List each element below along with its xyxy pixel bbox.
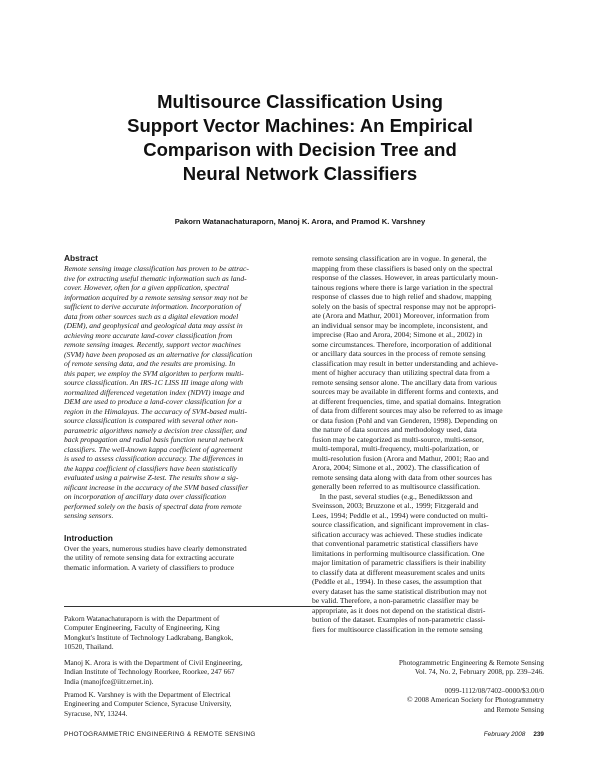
body-line: solely on the basis of spectral response may not be appropri- [312,301,496,311]
title-line: Comparison with Decision Tree and [143,139,457,160]
body-line: (Peddle et al., 1994). In these cases, the assumption that [312,577,482,586]
abstract-line: this paper, we employ the SVM algorithm to perform multi- [64,368,244,378]
abstract-line: source classification is compared with several other non- [64,416,238,425]
journal-line: Photogrammetric Engineering & Remote Sensing [398,658,544,667]
title-line: Support Vector Machines: An Empirical [127,115,473,136]
body-line: remote sensing data along with data from other sources has [312,472,492,482]
footnote-line: 10520, Thailand. [64,641,114,651]
page-number: 239 [533,731,544,738]
footnote-line: India (manojfce@iitr.ernet.in). [64,676,154,686]
author-list: Pakorn Watanachaturaporn, Manoj K. Arora, and Pramod K. Varshney [174,217,426,226]
abstract-line: is used to assess classification accuracy. The differences in [64,454,244,463]
abstract-line: on incorporation of ancillary data over classification [64,492,226,501]
body-line: classification may result in better understanding and achieve- [312,358,499,368]
abstract-line: sufficient to derive accurate information. Incorporation of [64,302,241,311]
abstract-line: information acquired by a remote sensing sensor may not be [64,292,248,302]
footnote-line: Pakorn Watanachaturaporn is with the Department of [64,614,220,623]
body-line: that conventional parametric statistical classifiers have [312,539,478,548]
journal-line: Vol. 74, No. 2, February 2008, pp. 239–246. [414,667,544,677]
running-footer-page [484,731,544,738]
body-line: an individual sensor may be incomplete, inconsistent, and [312,320,488,330]
body-line: sification accuracy was achieved. These studies indicate [312,529,483,539]
intro-line: the utility of remote sensing data for extracting accurate [64,553,234,562]
footnote-divider [64,606,352,607]
right-column [312,254,547,634]
abstract-line: sensing sensors. [64,511,114,520]
body-line: bution of the dataset. Examples of non-parametric classi- [312,615,486,624]
body-line: ate (Arora and Mathur, 2001) Moreover, information from [312,311,490,320]
abstract-body [64,264,354,521]
abstract-line: classifiers. The well-known kappa coefficient of agreement [64,444,243,454]
body-line: at different frequencies, time, and spatial domains. Integration [312,396,501,406]
abstract-line: performed solely on the basis of spectral data from remote [64,501,242,511]
abstract-line: DEM are used to produce a land-cover classification for a [64,397,242,406]
footnote-line: Indian Institute of Technology Roorkee, Roorkee, 247 667 [64,667,235,677]
body-line: to classify data at different measurement scales and units [312,567,485,577]
body-line: major limitation of parametric classifiers is their inability [312,558,486,567]
footnote-line: Manoj K. Arora is with the Department of Civil Engineering, [64,658,243,667]
body-line: mapping from these classifiers is based only on the spectral [312,263,493,273]
abstract-line: Remote sensing image classification has proven to be attrac- [64,264,249,273]
footnote-line: Engineering and Computer Science, Syracuse University, [64,699,232,709]
copyright-line: and Remote Sensing [484,704,544,714]
footer-date: February 2008 [483,731,526,738]
footnote-line: Computer Engineering, Faculty of Engineering, King [64,623,220,633]
abstract-line: source classification. An IRS-1C LISS III image along with [64,378,244,387]
body-line: multi-resolution fusion (Arora and Mathur, 2001; Rao and [312,453,489,463]
body-line: fiers for multisource classification in the remote sensing [312,624,483,634]
body-line: tainous regions where there is large variation in the spectral [312,282,493,292]
abstract-heading: Abstract [64,253,98,263]
title-line: Neural Network Classifiers [182,163,418,184]
copyright-line: © 2008 American Society for Photogrammetry [406,695,544,705]
abstract-line: (SVM) have been proposed as an alternative for classification [64,349,253,359]
abstract-line: achieving more accurate land-cover classification from [64,330,233,340]
body-line: imprecise (Rao and Arora, 2004; Simone et al., 2002) in [312,330,483,339]
copyright-line: 0099-1112/08/7402–0000/$3.00/0 [444,686,544,695]
abstract-line: normalized differenced vegetation index (NDVI) image and [64,387,245,397]
body-line: ment of higher accuracy than utilizing spectral data from a [312,368,490,377]
body-line: source classification, and significant improvement in clas- [312,520,489,529]
copyright-notice [304,686,544,714]
introduction-body [64,544,354,573]
left-column [64,253,354,572]
abstract-line: data from other sources such as a digital elevation model [64,311,239,321]
footnote-line: Pramod K. Varshney is with the Department of Electrical [64,690,231,699]
abstract-line: back propagation and radial basis function neural network [64,435,244,444]
abstract-line: region in the Himalayas. The accuracy of SVM-based multi- [64,406,247,416]
abstract-line: the kappa coefficient of classifiers have been statistically [64,463,238,473]
body-line: Arora, 2004; Simone et al., 2002). The classification of [312,463,480,472]
abstract-line: evaluated using a pairwise Z-test. The results show a sig- [64,473,239,482]
body-line: generally been referred to as multisource classification. [312,482,481,491]
body-line: multi-temporal, multi-frequency, multi-polarization, or [312,444,479,453]
footnote-line: Syracuse, NY, 13244. [64,708,128,718]
body-line: some circumstances. Therefore, incorporation of additional [312,339,492,349]
title-line: Multisource Classification Using [157,91,443,112]
footnote-line: Mongkut's Institute of Technology Ladkrabang, Bangkok, [64,632,234,642]
journal-citation [304,658,544,677]
abstract-line: nificant increase in the accuracy of the SVM based classifier [64,482,249,492]
body-line: appropriate, as it does not depend on the statistical distri- [312,605,486,615]
body-line: Lees, 1994; Peddle et al., 1994) were conducted on multi- [312,510,488,520]
affiliation-note-1 [64,614,354,651]
body-line: sources may be available in different forms and contexts, and [312,387,499,396]
body-line: be valid. Therefore, a non-parametric classifier may be [312,596,479,605]
body-line: or data fusion (Pohl and van Genderen, 1998). Depending on [312,415,498,425]
abstract-line: tive for extracting useful thematic information such as land- [64,273,247,283]
body-line: of data from different sources may also be referred to as image [312,406,503,415]
abstract-line: remote sensing images. Recently, support vector machines [64,340,241,349]
body-line: response of the classes. However, in areas particularly moun- [312,273,499,282]
body-line: every dataset has the same statistical distribution may not [312,586,487,596]
body-line: limitations in performing multisource classification. One [312,548,485,558]
intro-line: thematic information. A variety of classifiers to produce [64,562,234,572]
body-line: Sveinsson, 2003; Bruzzone et al., 1999; Fitzgerald and [312,501,479,510]
body-line: remote sensing sensor alone. The ancillary data from various [312,377,497,387]
body-line: response of classes due to high relief and shadow, mapping [312,292,492,301]
introduction-heading: Introduction [64,532,113,543]
abstract-line: of remote sensing data, and the results are promising. In [64,359,236,368]
abstract-line: parametric algorithms namely a decision tree classifier, and [64,425,247,435]
body-line: the nature of data sources and methodology used, data [312,425,477,434]
intro-line: Over the years, numerous studies have clearly demonstrated [64,543,247,553]
body-line: or ancillary data sources in the process of remote sensing [312,349,486,358]
body-line: fusion may be categorized as multi-source, multi-sensor, [312,434,484,444]
body-line: In the past, several studies (e.g., Benediktsson and [312,491,473,501]
abstract-line: (DEM), and geophysical and geological data may assist in [64,321,243,330]
abstract-line: cover. However, often for a given application, spectral [64,283,229,292]
body-line: remote sensing classification are in vogue. In general, the [312,254,487,263]
running-footer-journal: PHOTOGRAMMETRIC ENGINEERING & REMOTE SENSING [64,731,256,738]
article-title [60,90,540,186]
